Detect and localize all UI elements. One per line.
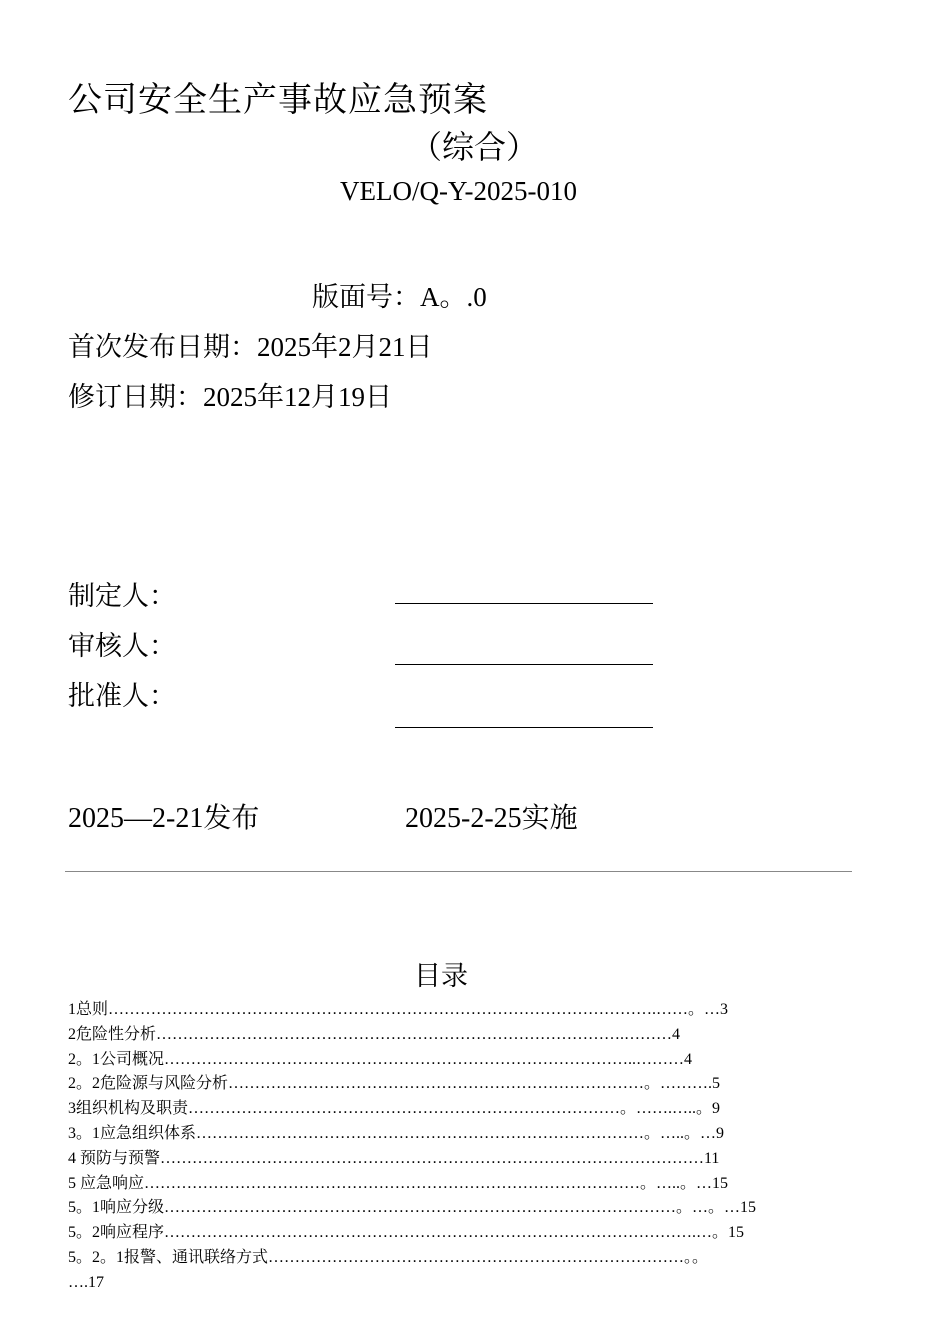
release-date: 2025—2-21发布 bbox=[68, 803, 260, 834]
approver-label: 批准人： bbox=[68, 681, 176, 711]
drafter-label: 制定人： bbox=[68, 581, 176, 611]
toc-entry[interactable]: 2危险性分析…………………………………………………………………………….………4 bbox=[68, 1025, 681, 1043]
toc-entry[interactable]: 5。2响应程序……………………………………………………………………………………….…。15 bbox=[68, 1224, 745, 1242]
toc-entry[interactable]: 3组织机构及职责………………………………………………………………………。…….…..。9 bbox=[68, 1100, 721, 1118]
page-divider bbox=[65, 871, 852, 872]
toc-entry[interactable]: 2。2危险源与风险分析……………………………………………………………………。……….5 bbox=[68, 1075, 721, 1093]
toc-entry[interactable]: 5。2。1报警、通讯联络方式……………………………………………………………………。。 bbox=[68, 1249, 709, 1266]
document-subtitle: （综合） bbox=[410, 129, 539, 165]
reviewer-signature-line bbox=[395, 664, 653, 665]
toc-entry[interactable]: 5 应急响应…………………………………………………………………………………。…..。…15 bbox=[68, 1174, 729, 1192]
reviewer-label: 审核人： bbox=[68, 631, 176, 661]
first-release-date: 首次发布日期：2025年2月21日 bbox=[68, 332, 433, 362]
toc-entry-continuation[interactable]: ….17 bbox=[68, 1273, 104, 1291]
approver-signature-line bbox=[395, 727, 653, 728]
document-code: VELO/Q-Y-2025-010 bbox=[340, 176, 577, 206]
toc-title: 目录 bbox=[414, 961, 468, 991]
version-number: 版面号：A。.0 bbox=[312, 282, 487, 312]
toc-entry[interactable]: 1总则………………………………………………………………………………………….……。…3 bbox=[68, 1001, 729, 1018]
toc-entry[interactable]: 5。1响应分级……………………………………………………………………………………。…。…15 bbox=[68, 1199, 757, 1217]
revision-date: 修订日期：2025年12月19日 bbox=[68, 382, 392, 412]
document-title: 公司安全生产事故应急预案 bbox=[68, 82, 488, 119]
effective-date: 2025-2-25实施 bbox=[405, 803, 578, 834]
toc-entry[interactable]: 4 预防与预警…………………………………………………………………………………………11 bbox=[68, 1149, 720, 1167]
toc-entry[interactable]: 3。1应急组织体系…………………………………………………………………………。…..。…9 bbox=[68, 1125, 725, 1142]
drafter-signature-line bbox=[395, 603, 653, 604]
toc-entry[interactable]: 2。1公司概况……………………………………………………………………………..………4 bbox=[68, 1050, 693, 1068]
